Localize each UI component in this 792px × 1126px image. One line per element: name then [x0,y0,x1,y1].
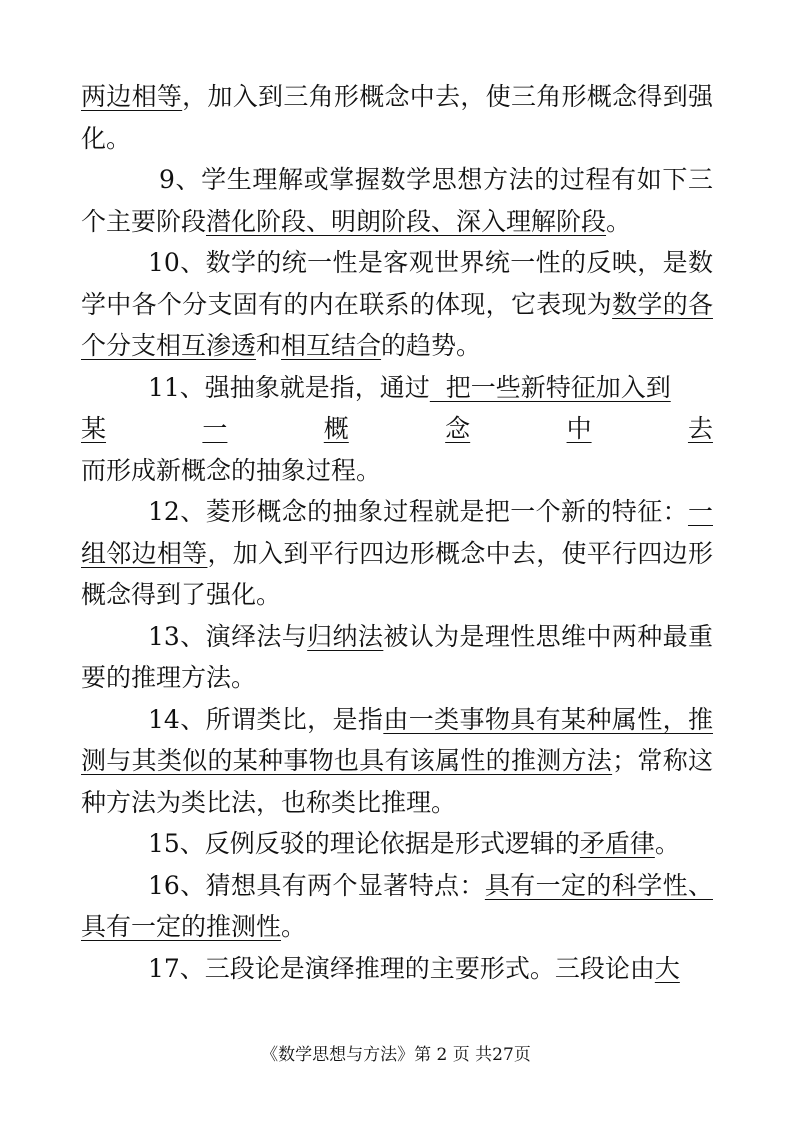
underlined-answer: 一组邻边相等 [81,497,713,568]
paragraph-11 [81,367,713,409]
paragraph-15 [81,823,713,865]
paragraph-14 [81,699,713,824]
paragraph-text: 10、数学的统一性是客观世界统一性的反映，是数学中各个分支固有的内在联系的体现，它表现为 [81,248,713,319]
paragraph-text: 13、演绎法与 [148,621,308,651]
paragraph-text: 的趋势。 [381,331,482,360]
underlined-answer: 数学的各个分支相互渗透 [81,289,713,360]
underlined-answer: 把一些新特征加入到 [429,372,671,402]
document-body [81,76,713,989]
paragraph-text: 。 [606,206,632,236]
paragraph-text: ；常称这种方法为类比法，也称类比推理。 [81,746,713,817]
underlined-answer: 相互结合 [281,331,382,360]
paragraph-text: 9、学生理解或掌握数学思想方法的过程有如下三个主要阶段 [81,165,713,236]
spread-char: 念 [445,414,471,443]
page-footer: 《数学思想与方法》第 2 页 共27页 [261,1045,531,1065]
paragraph-text: 12、菱形概念的抽象过程就是把一个新的特征： [148,497,688,526]
spread-char: 一 [202,414,228,443]
underlined-answer: 归纳法 [307,621,384,651]
underlined-answer: 潜化阶段、明朗阶段、深入理解阶段 [206,206,607,236]
paragraph-text: ，加入到平行四边形概念中去，使平行四边形概念得到了强化。 [81,538,713,609]
paragraph-text: 17、三段论是演绎推理的主要形式。三段论由 [148,953,655,983]
paragraph-11-tail [81,450,713,492]
paragraph-text: 。 [281,912,307,941]
paragraph-9 [81,159,713,242]
paragraph-13 [81,616,713,699]
paragraph-continued [81,76,713,159]
underlined-answer: 矛盾律 [579,829,655,858]
underlined-answer: 具有一定的科学性、具有一定的推测性 [81,870,713,941]
paragraph-10 [81,242,713,367]
paragraph-text: 14、所谓类比，是指 [148,704,384,734]
paragraph-text: 。 [654,829,680,858]
spread-underlined-line [81,408,713,450]
paragraph-text: ，加入到三角形概念中去，使三角形概念得到强化。 [81,82,713,153]
paragraph-text: 11、强抽象就是指，通过 [148,372,430,402]
paragraph-text: 15、反例反驳的理论依据是形式逻辑的 [148,829,580,858]
paragraph-17 [81,948,713,990]
spread-char: 中 [566,414,592,443]
underlined-answer: 由一类事物具有某种属性，推测与其类似的某种事物也具有该属性的推测方法 [81,704,713,775]
underlined-answer: 两边相等 [81,82,183,111]
paragraph-text: 16、猜想具有两个显著特点： [148,870,485,900]
underlined-answer: 大 [654,953,680,983]
paragraph-16 [81,865,713,948]
spread-char: 某 [81,414,107,443]
paragraph-12 [81,491,713,616]
spread-char: 去 [687,414,713,443]
paragraph-text: 而形成新概念的抽象过程。 [81,455,382,485]
paragraph-text: 被认为是理性思维中两种最重要的推理方法。 [81,621,713,692]
paragraph-text: 和 [256,331,282,360]
spread-char: 概 [323,414,349,443]
